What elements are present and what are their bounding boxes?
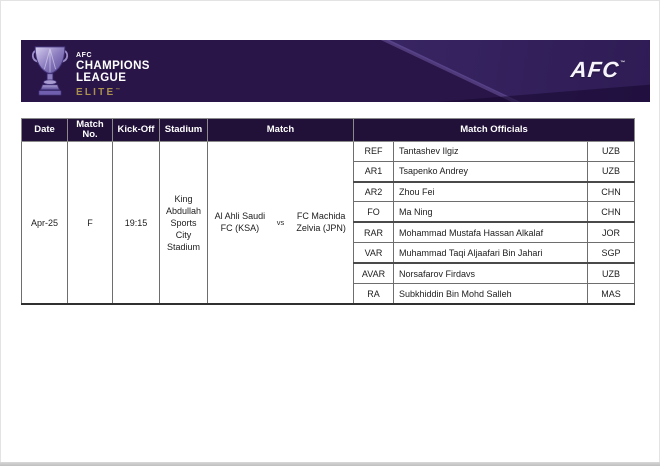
official-role: RAR bbox=[354, 222, 394, 242]
official-country: UZB bbox=[588, 263, 635, 283]
col-header-date: Date bbox=[22, 119, 68, 142]
official-country: JOR bbox=[588, 222, 635, 242]
col-header-kickoff: Kick-Off bbox=[113, 119, 160, 142]
brand-champions-label: CHAMPIONS bbox=[76, 60, 150, 72]
trophy-icon bbox=[31, 45, 69, 97]
home-team: Al Ahli Saudi FC (KSA) bbox=[214, 211, 266, 233]
col-header-match: Match bbox=[208, 119, 354, 142]
col-header-officials: Match Officials bbox=[354, 119, 635, 142]
official-name: Ma Ning bbox=[394, 202, 588, 222]
official-role: VAR bbox=[354, 243, 394, 263]
official-name: Muhammad Taqi Aljaafari Bin Jahari bbox=[394, 243, 588, 263]
match-officials-table bbox=[21, 118, 635, 305]
official-name: Zhou Fei bbox=[394, 182, 588, 202]
fixture-stadium: King Abdullah Sports City Stadium bbox=[160, 142, 208, 305]
fixture-match-no: F bbox=[68, 142, 113, 305]
col-header-stadium: Stadium bbox=[160, 119, 208, 142]
fixture-date: Apr-25 bbox=[22, 142, 68, 305]
official-name: Mohammad Mustafa Hassan Alkalaf bbox=[394, 222, 588, 242]
official-role: AR2 bbox=[354, 182, 394, 202]
vs-label: vs bbox=[276, 218, 285, 227]
official-country: CHN bbox=[588, 202, 635, 222]
col-header-match-no: Match No. bbox=[68, 119, 113, 142]
official-country: UZB bbox=[588, 142, 635, 162]
fixture-match bbox=[208, 142, 354, 305]
official-row bbox=[22, 142, 635, 162]
table-header-row bbox=[22, 119, 635, 142]
brand-text bbox=[76, 45, 150, 99]
fixture-kickoff: 19:15 bbox=[113, 142, 160, 305]
official-country: UZB bbox=[588, 161, 635, 181]
match-teams bbox=[210, 211, 351, 234]
official-name: Tantashev Ilgiz bbox=[394, 142, 588, 162]
trademark-symbol: ™ bbox=[619, 59, 626, 66]
acl-elite-logo bbox=[31, 45, 150, 99]
official-role: FO bbox=[354, 202, 394, 222]
official-role: REF bbox=[354, 142, 394, 162]
official-role: AVAR bbox=[354, 263, 394, 283]
official-country: MAS bbox=[588, 284, 635, 304]
trademark-symbol: ™ bbox=[115, 87, 120, 92]
brand-elite-label: ELITE™ bbox=[76, 87, 120, 98]
official-name: Subkhiddin Bin Mohd Salleh bbox=[394, 284, 588, 304]
header-band bbox=[21, 40, 650, 102]
official-name: Tsapenko Andrey bbox=[394, 161, 588, 181]
official-country: CHN bbox=[588, 182, 635, 202]
official-country: SGP bbox=[588, 243, 635, 263]
away-team: FC Machida Zelvia (JPN) bbox=[296, 211, 346, 233]
afc-wordmark-logo: AFC™ bbox=[569, 56, 626, 82]
page-edge-divider bbox=[0, 462, 660, 466]
brand-afc-label: AFC bbox=[76, 52, 93, 59]
official-role: RA bbox=[354, 284, 394, 304]
brand-league-label: LEAGUE bbox=[76, 72, 127, 84]
official-name: Norsafarov Firdavs bbox=[394, 263, 588, 283]
official-role: AR1 bbox=[354, 161, 394, 181]
